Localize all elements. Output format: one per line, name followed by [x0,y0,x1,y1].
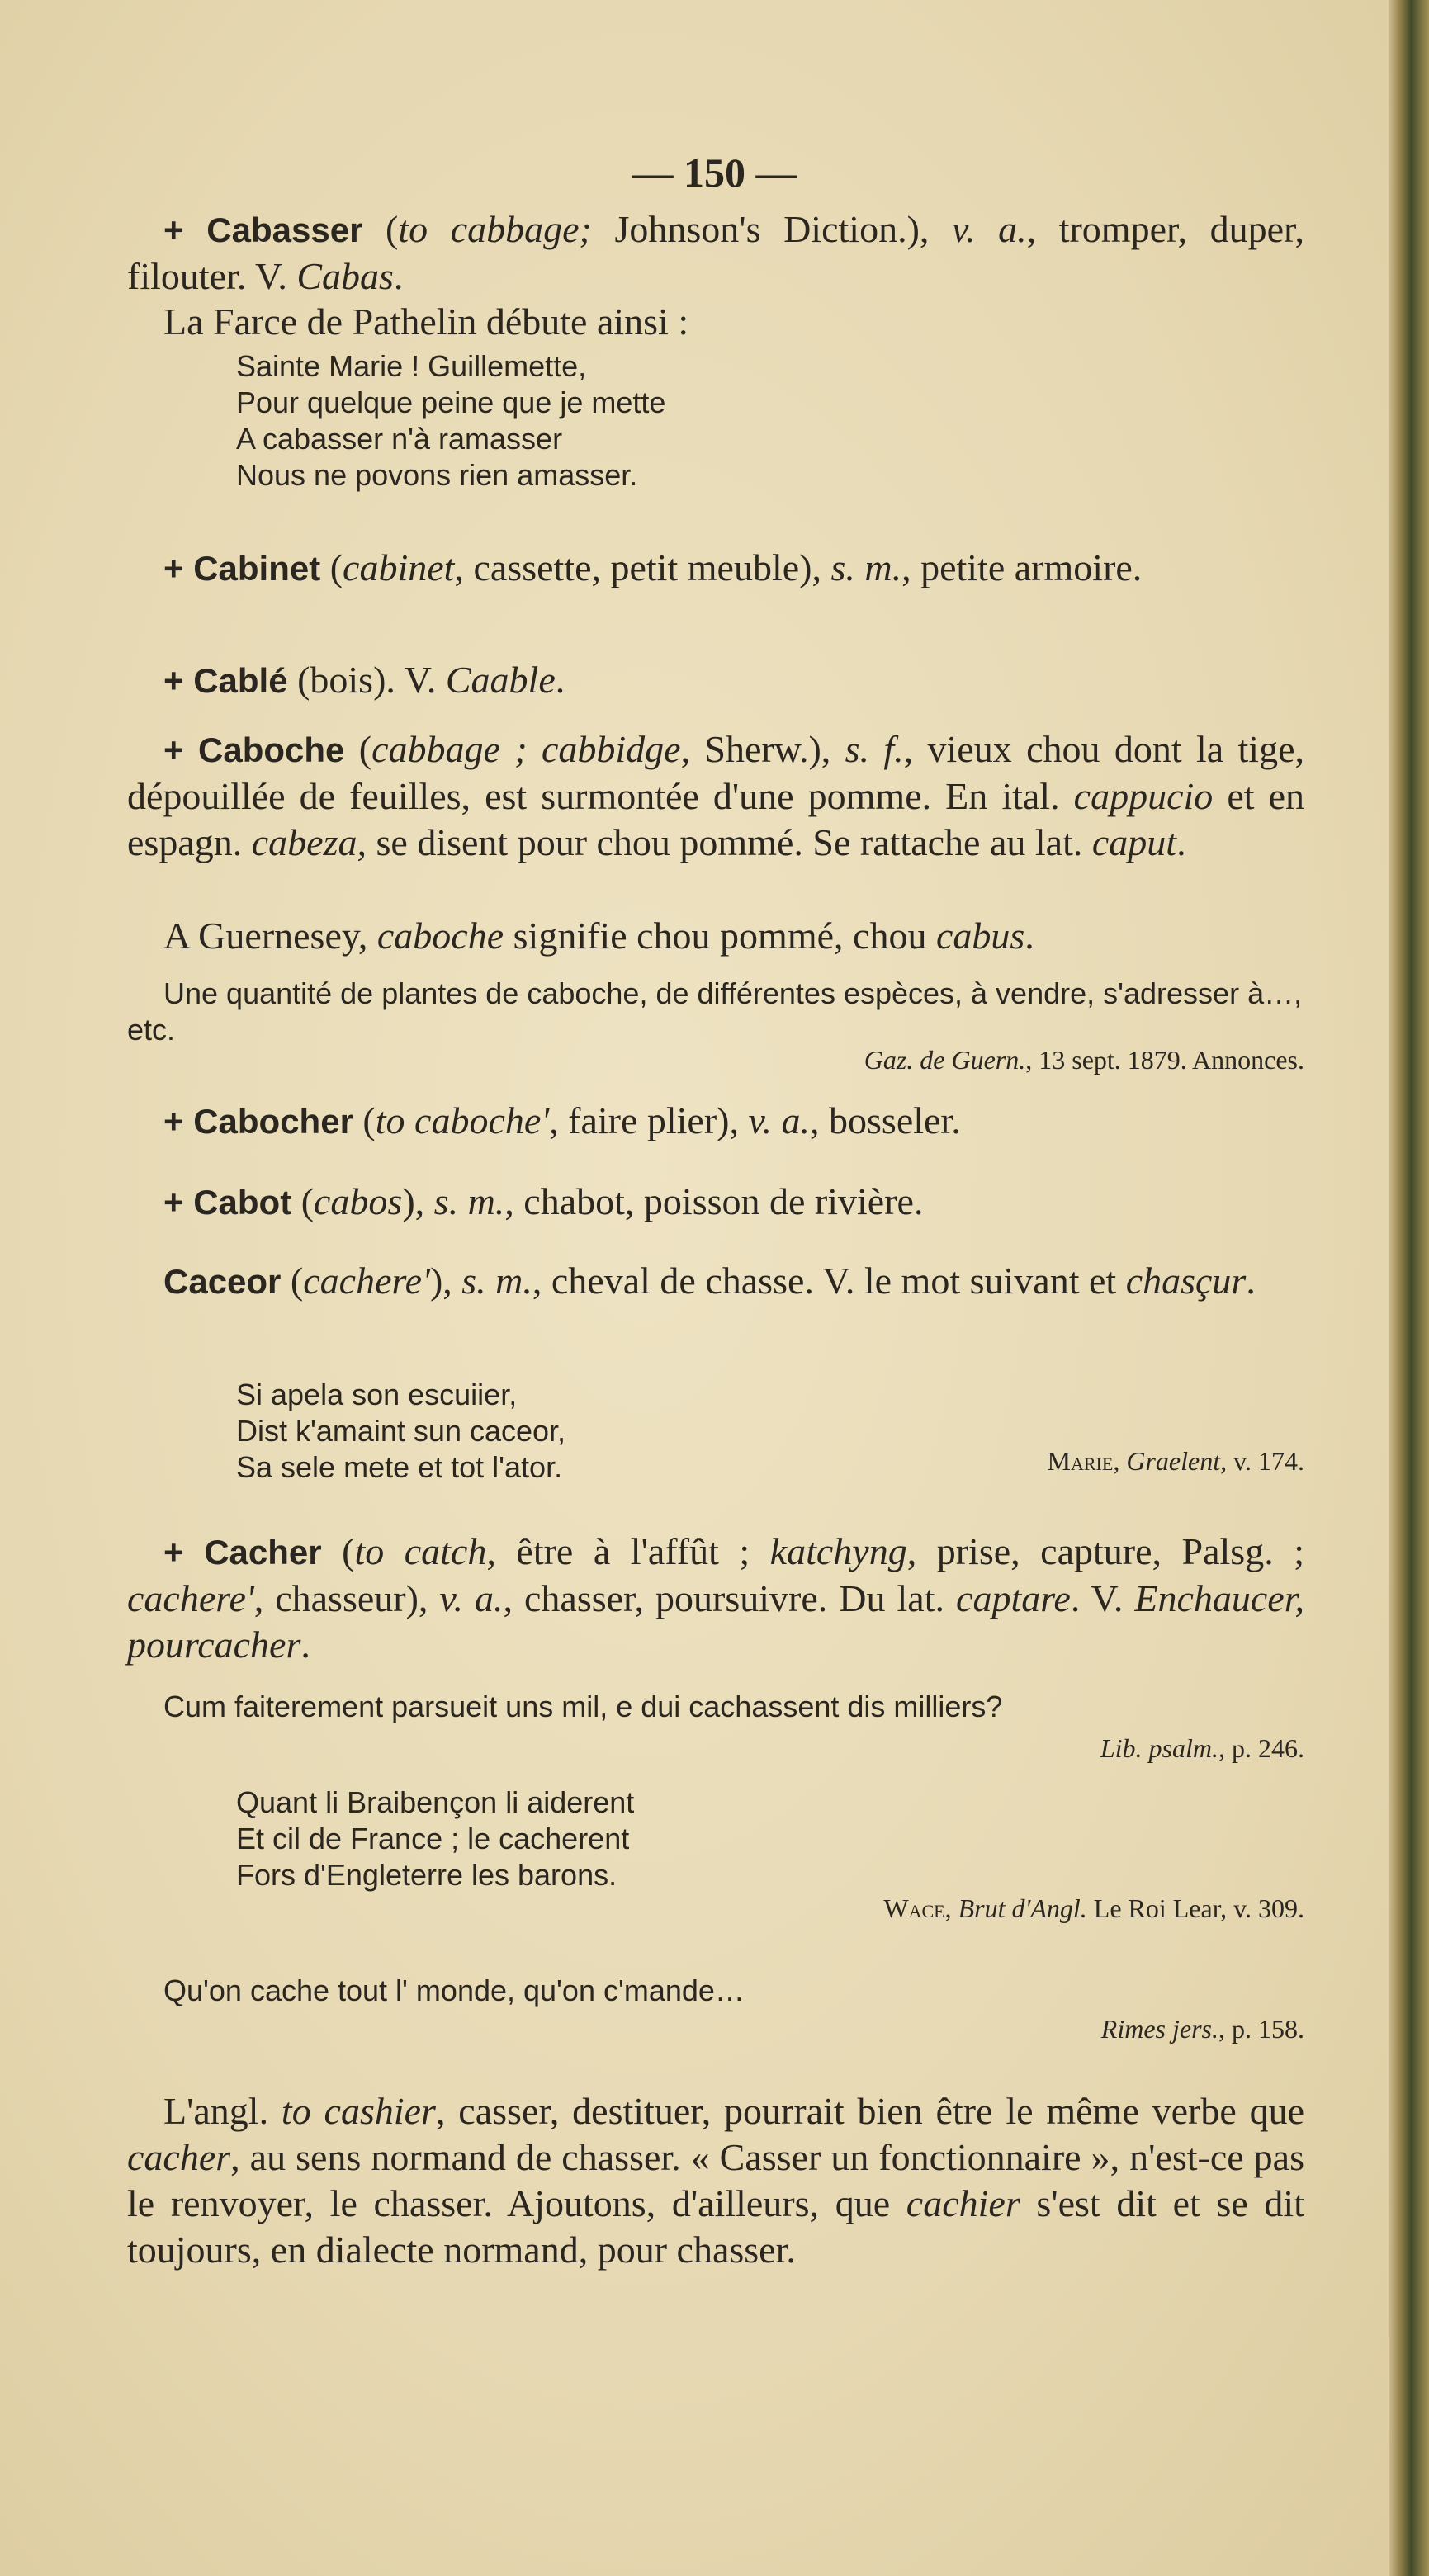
headword: + Cabinet [163,549,321,588]
italic-text: s. f. [845,728,904,770]
italic-text: to cabbage; [398,208,592,250]
text-run: . [1246,1260,1256,1302]
text-run: ( [344,728,372,770]
text-run: , prise, capture, Palsg. ; [906,1530,1304,1572]
italic-text: cabbage ; cabbidge [371,728,681,770]
text-run: . [393,255,404,297]
text-run: Cum faiterement parsueit uns mil, e dui cachassent dis milliers? [163,1690,1003,1723]
text-run: . [300,1624,310,1666]
text-run: , Sherw.), [680,728,845,770]
italic-text: cachier [906,2182,1020,2224]
entry-quon [127,1973,1304,2009]
entry-caboche-2 [127,913,1304,959]
italic-text: to catch [354,1530,487,1572]
text-run: s'est dit et se dit toujours, en dialecte normand, pour chasser. [127,2182,1304,2271]
text-run: ( [321,1530,355,1572]
text-run: . [1176,821,1186,863]
italic-text: Brut d'Angl. [958,1893,1087,1923]
text-run: signifie chou pommé, chou [504,915,936,957]
text-run: , petite armoire. [901,546,1143,588]
italic-text: v. a. [748,1099,811,1141]
text-run: Quant li Braibençon li aiderent Et cil de France ; le cacherent Fors d'Engleterre les barons. [236,1785,635,1892]
italic-text: Cabas [296,255,394,297]
entry-poem-pathelin [236,348,1144,494]
entry-caceor [127,1258,1304,1305]
italic-text: cachere' [127,1577,254,1619]
text-run: La Farce de Pathelin débute ainsi : [163,300,689,343]
text-run: . V. [1070,1577,1135,1619]
text-run: Une quantité de plantes de caboche, de différentes espèces, à vendre, s'adresser à…, etc. [127,976,1303,1047]
italic-text: cabinet [343,546,455,588]
entry-cabot [127,1179,1304,1226]
text-run: Si apela son escuiier, Dist k'amaint sun caceor, Sa sele mete et tot l'ator. [236,1378,566,1484]
text-run: , v. 174. [1220,1446,1304,1476]
italic-text: katchyng [769,1530,907,1572]
text-run: , être à l'affût ; [486,1530,770,1572]
text-run: , [1113,1446,1127,1476]
italic-text: caput [1091,821,1177,863]
text-run: , chasser, poursuivre. Du lat. [503,1577,957,1619]
headword: Caceor [163,1262,282,1301]
headword: + Cablé [163,661,288,700]
text-run: ( [291,1180,315,1222]
text-run: , p. 246. [1218,1733,1304,1763]
italic-text: caboche [376,915,504,957]
text-run: ( [362,208,399,250]
headword: + Cabot [163,1183,292,1222]
text-run: , cassette, petit meuble), [454,546,831,588]
text-run: L'angl. [163,2090,282,2132]
italic-text: to cashier [281,2090,436,2132]
italic-text: Graelent [1126,1446,1221,1476]
text-run: ), [402,1180,434,1222]
text-run: ( [353,1099,376,1141]
text-run: . [1024,915,1034,957]
page-number: — 150 — [632,149,797,196]
text-run: , tromper, duper, filouter. V. [127,208,1304,297]
text-run: . [555,659,565,701]
entry-cacher [127,1529,1304,1668]
text-run: ), [429,1260,462,1302]
headword: + Cabocher [163,1102,353,1141]
entry-marie-source [127,1444,1304,1477]
italic-text: cabos [314,1180,403,1222]
italic-text: captare [956,1577,1071,1619]
text-run: et en espagn. [127,775,1305,863]
entry-cabasser [127,206,1304,300]
entry-cable [127,657,1304,704]
text-run: , [944,1893,958,1923]
text-run: Le Roi Lear, v. 309. [1086,1893,1304,1923]
italic-text: cabeza, [251,821,367,863]
italic-text: Gaz. de Guern. [864,1045,1026,1075]
italic-text: cappucio [1073,775,1214,817]
text-run: ( [320,546,343,588]
text-run: ( [281,1260,304,1302]
entry-rimes-source [127,2012,1304,2045]
entry-cabocher [127,1098,1304,1145]
headword: + Cabasser [163,210,363,249]
text-run: Qu'on cache tout l' monde, qu'on c'mande… [163,1973,745,2007]
text-run: , au sens normand de chasser. « Casser un fonctionnaire », n'est-ce pas le renvoyer, le chasser. Ajoutons, d'ailleurs, que [127,2136,1304,2224]
italic-text: v. a. [439,1577,504,1619]
italic-text: Rimes jers. [1100,2014,1218,2044]
book-binding-edge [1389,0,1429,2576]
italic-text: v. a. [952,208,1027,250]
entry-cum [127,1689,1304,1725]
text-run: , vieux chou dont la tige, dépouillée de feuilles, est surmontée d'une pomme. En ital. [127,728,1304,817]
entry-une-quantite [127,976,1304,1048]
text-run: se disent pour chou pommé. Se rattache au lat. [367,821,1092,863]
text-run: , bosseler. [810,1099,961,1141]
italic-text: to caboche' [375,1099,550,1141]
italic-text: Lib. psalm. [1100,1733,1218,1763]
italic-text: s. m. [461,1260,532,1302]
text-run: Wace [883,1893,945,1923]
italic-text: Enchaucer, pourcacher [127,1577,1304,1666]
entry-cabinet [127,545,1304,592]
headword: + Cacher [163,1533,322,1572]
italic-text: cachere' [303,1260,430,1302]
text-run: , chasseur), [253,1577,440,1619]
entry-angl [127,2088,1304,2273]
entry-wace-source [127,1892,1304,1925]
entry-lib-source [127,1732,1304,1765]
headword: + Caboche [163,730,345,769]
entry-cabasser-2 [127,299,1304,345]
italic-text: cabus [935,915,1025,957]
text-run: , chabot, poisson de rivière. [504,1180,924,1222]
text-run: (bois). V. [287,659,446,701]
italic-text: s. m. [433,1180,505,1222]
text-run: , faire plier), [549,1099,749,1141]
entry-poem-wace [236,1784,1144,1893]
italic-text: cacher [127,2136,231,2178]
text-run: , p. 158. [1218,2014,1304,2044]
italic-text: Caable [445,659,556,701]
entry-caboche [127,726,1304,866]
text-run: Marie [1047,1446,1114,1476]
text-run: , casser, destituer, pourrait bien être le même verbe que [435,2090,1304,2132]
text-run: Johnson's Diction.), [591,208,952,250]
text-run: A Guernesey, [163,915,377,957]
italic-text: chasçur [1125,1260,1247,1302]
text-run: , cheval de chasse. V. le mot suivant et [532,1260,1126,1302]
text-run: Sainte Marie ! Guillemette, Pour quelque peine que je mette A cabasser n'à ramasser Nous ne povons rien amasser. [236,349,666,492]
entry-gaz-source [127,1043,1304,1076]
text-run: , 13 sept. 1879. Annonces. [1025,1045,1304,1075]
italic-text: s. m. [830,546,902,588]
